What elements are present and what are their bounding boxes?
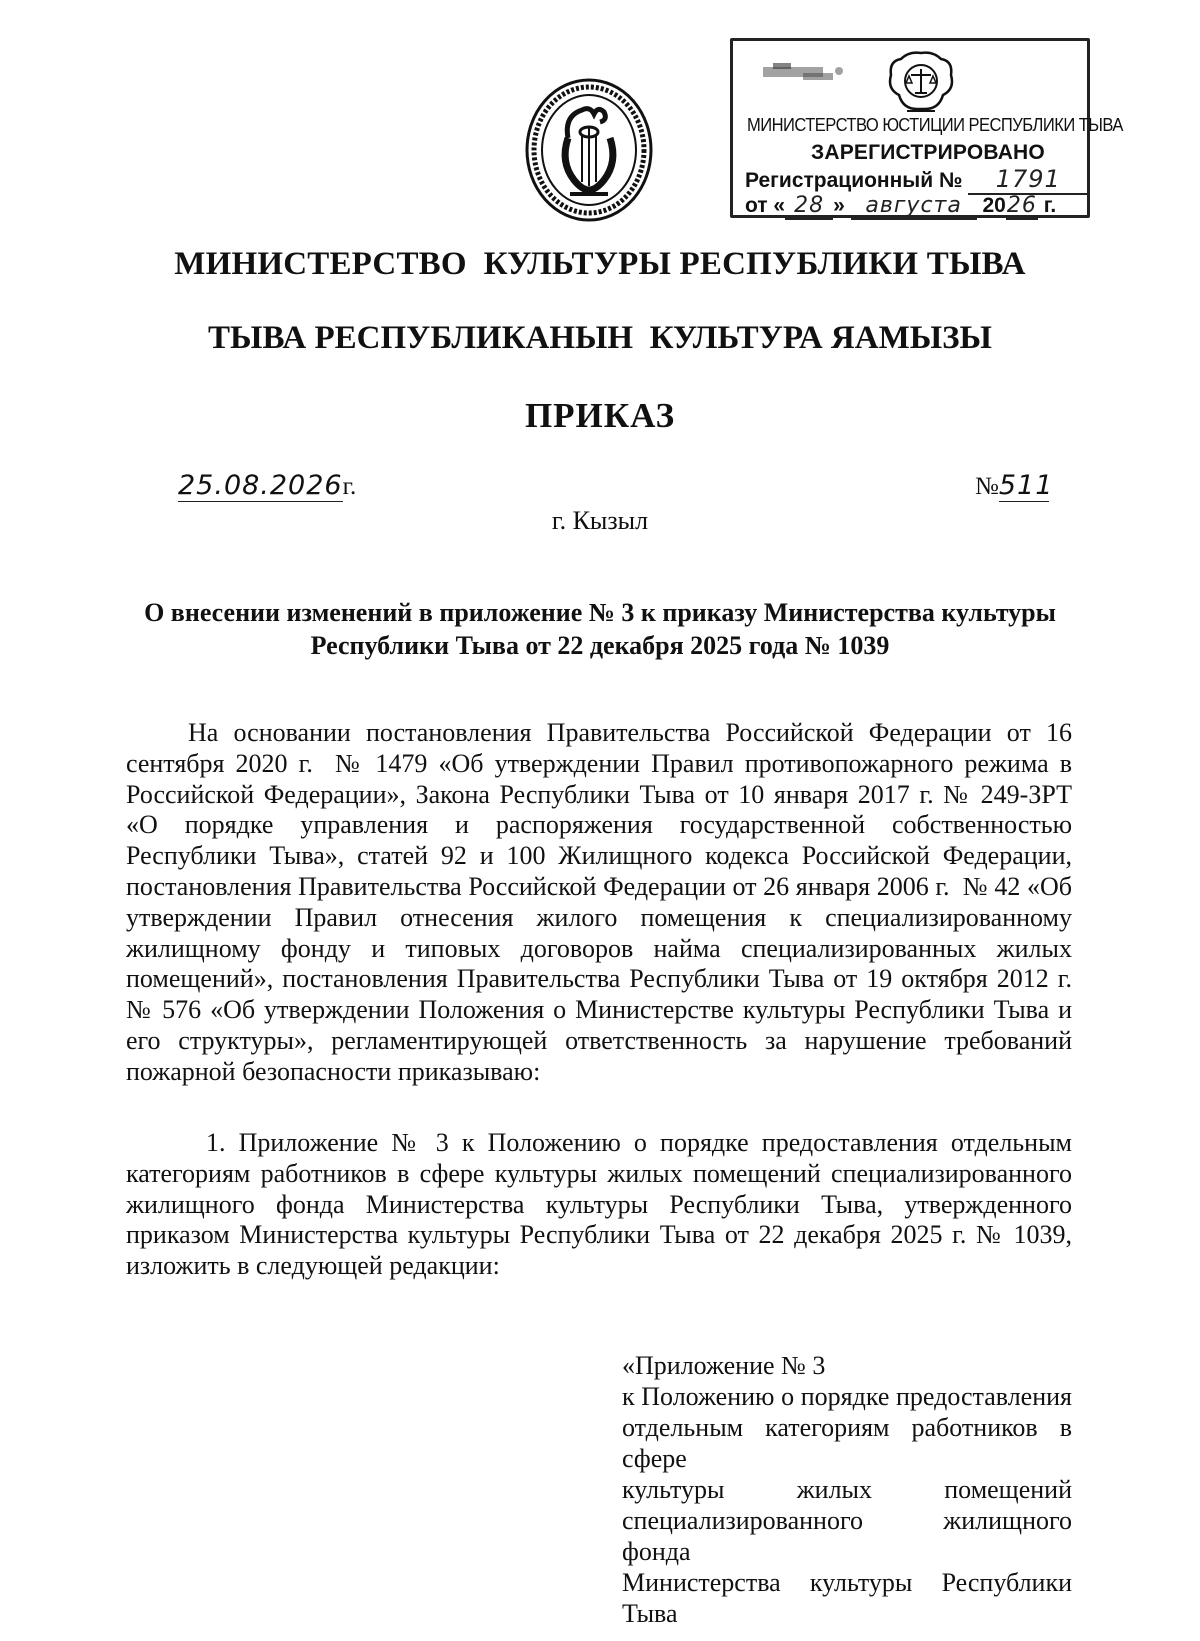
stamp-date-year-suffix: 26: [1006, 193, 1037, 218]
order-subject-line-2: Республики Тыва от 22 декабря 2025 года № 1039: [310, 631, 890, 660]
appendix-line-5: специализированного жилищного фонда: [622, 1506, 1072, 1566]
stamp-date-suffix: г.: [1043, 194, 1057, 217]
appendix-line-3: отдельным категориям работников в сфере: [622, 1413, 1072, 1473]
stamp-date-day: 28: [785, 193, 833, 220]
order-subject: [120, 596, 1080, 662]
body-paragraph-item-1: 1. Приложение № 3 к Положению о порядке предоставления отдельным категориям работников в сфере культуры жилых помещений специализированного жилищного фонда Министерства культуры Республики Тыва, утвержденного приказом Министерства культуры Республики Тыва от 22 декабря 2025 г. № 1039, изложить в следующей редакции:: [126, 1128, 1072, 1281]
stamp-registered-label: ЗАРЕГИСТРИРОВАНО: [811, 141, 1045, 164]
appendix-header-block: [622, 1350, 1072, 1629]
document-type-title: ПРИКАЗ: [524, 396, 676, 435]
scales-of-justice-icon: [885, 49, 957, 117]
lyre-emblem-icon: [524, 76, 654, 224]
stamp-reg-label: Регистрационный №: [745, 169, 963, 192]
registration-stamp: [730, 38, 1123, 218]
stamp-registration-date: [745, 193, 1056, 220]
order-city: г. Кызыл: [551, 506, 649, 535]
stamp-reg-number-value: 1791: [968, 165, 1088, 195]
body-paragraph-preamble: На основании постановления Правительства Российской Федерации от 16 сентября 2020 г. № 1479 «Об утверждении Правил противопожарного режима в Российской Федерации», Закона Республики Тыва от 10 января 2017 г. № 249-ЗРТ «О порядке управления и распоряжения государственной собственностью Республики Тыва», статей 92 и 100 Жилищного кодекса Российской Федерации, постановления Правительства Российской Федерации от 26 января 2006 г. № 42 «Об утверждении Правил отнесения жилого помещения к специализированному жилищному фонду и типовых договоров найма специализированных жилых помещений», постановления Правительства Республики Тыва от 19 октября 2012 г. № 576 «Об утверждении Положения о Министерстве культуры Республики Тыва и его структуры», регламентирующей ответственность за нарушение требований пожарной безопасности приказываю:: [126, 718, 1079, 1086]
stamp-registration-number: [745, 165, 1088, 195]
stamp-date-prefix: от «: [745, 194, 786, 217]
stamp-date-month: августа: [851, 193, 977, 220]
order-number-handwritten: 511: [998, 470, 1054, 501]
stamp-smudge: [763, 59, 853, 85]
stamp-date-mid: »: [833, 194, 845, 217]
appendix-line-2: к Положению о порядке предоставления: [622, 1382, 1072, 1411]
order-date-suffix: г.: [342, 473, 357, 500]
order-date: [178, 470, 356, 502]
order-date-handwritten: 25.08.2026: [178, 470, 343, 501]
appendix-line-1: «Приложение № 3: [622, 1351, 826, 1380]
ministry-name-russian: МИНИСТЕРСТВО КУЛЬТУРЫ РЕСПУБЛИКИ ТЫВА: [174, 246, 1026, 282]
stamp-date-year-prefix: 20: [982, 194, 1006, 217]
order-number-label: №: [975, 473, 999, 500]
appendix-line-6: Министерства культуры Республики Тыва: [622, 1568, 1072, 1628]
stamp-ministry-name: МИНИСТЕРСТВО ЮСТИЦИИ РЕСПУБЛИКИ ТЫВА: [747, 115, 1123, 135]
ministry-name-tuvan: ТЫВА РЕСПУБЛИКАНЫН КУЛЬТУРА ЯАМЫЗЫ: [208, 320, 992, 356]
order-number: [975, 470, 1054, 502]
appendix-line-4: культуры жилых помещений: [622, 1475, 1072, 1504]
order-subject-line-1: О внесении изменений в приложение № 3 к приказу Министерства культуры: [144, 598, 1056, 627]
